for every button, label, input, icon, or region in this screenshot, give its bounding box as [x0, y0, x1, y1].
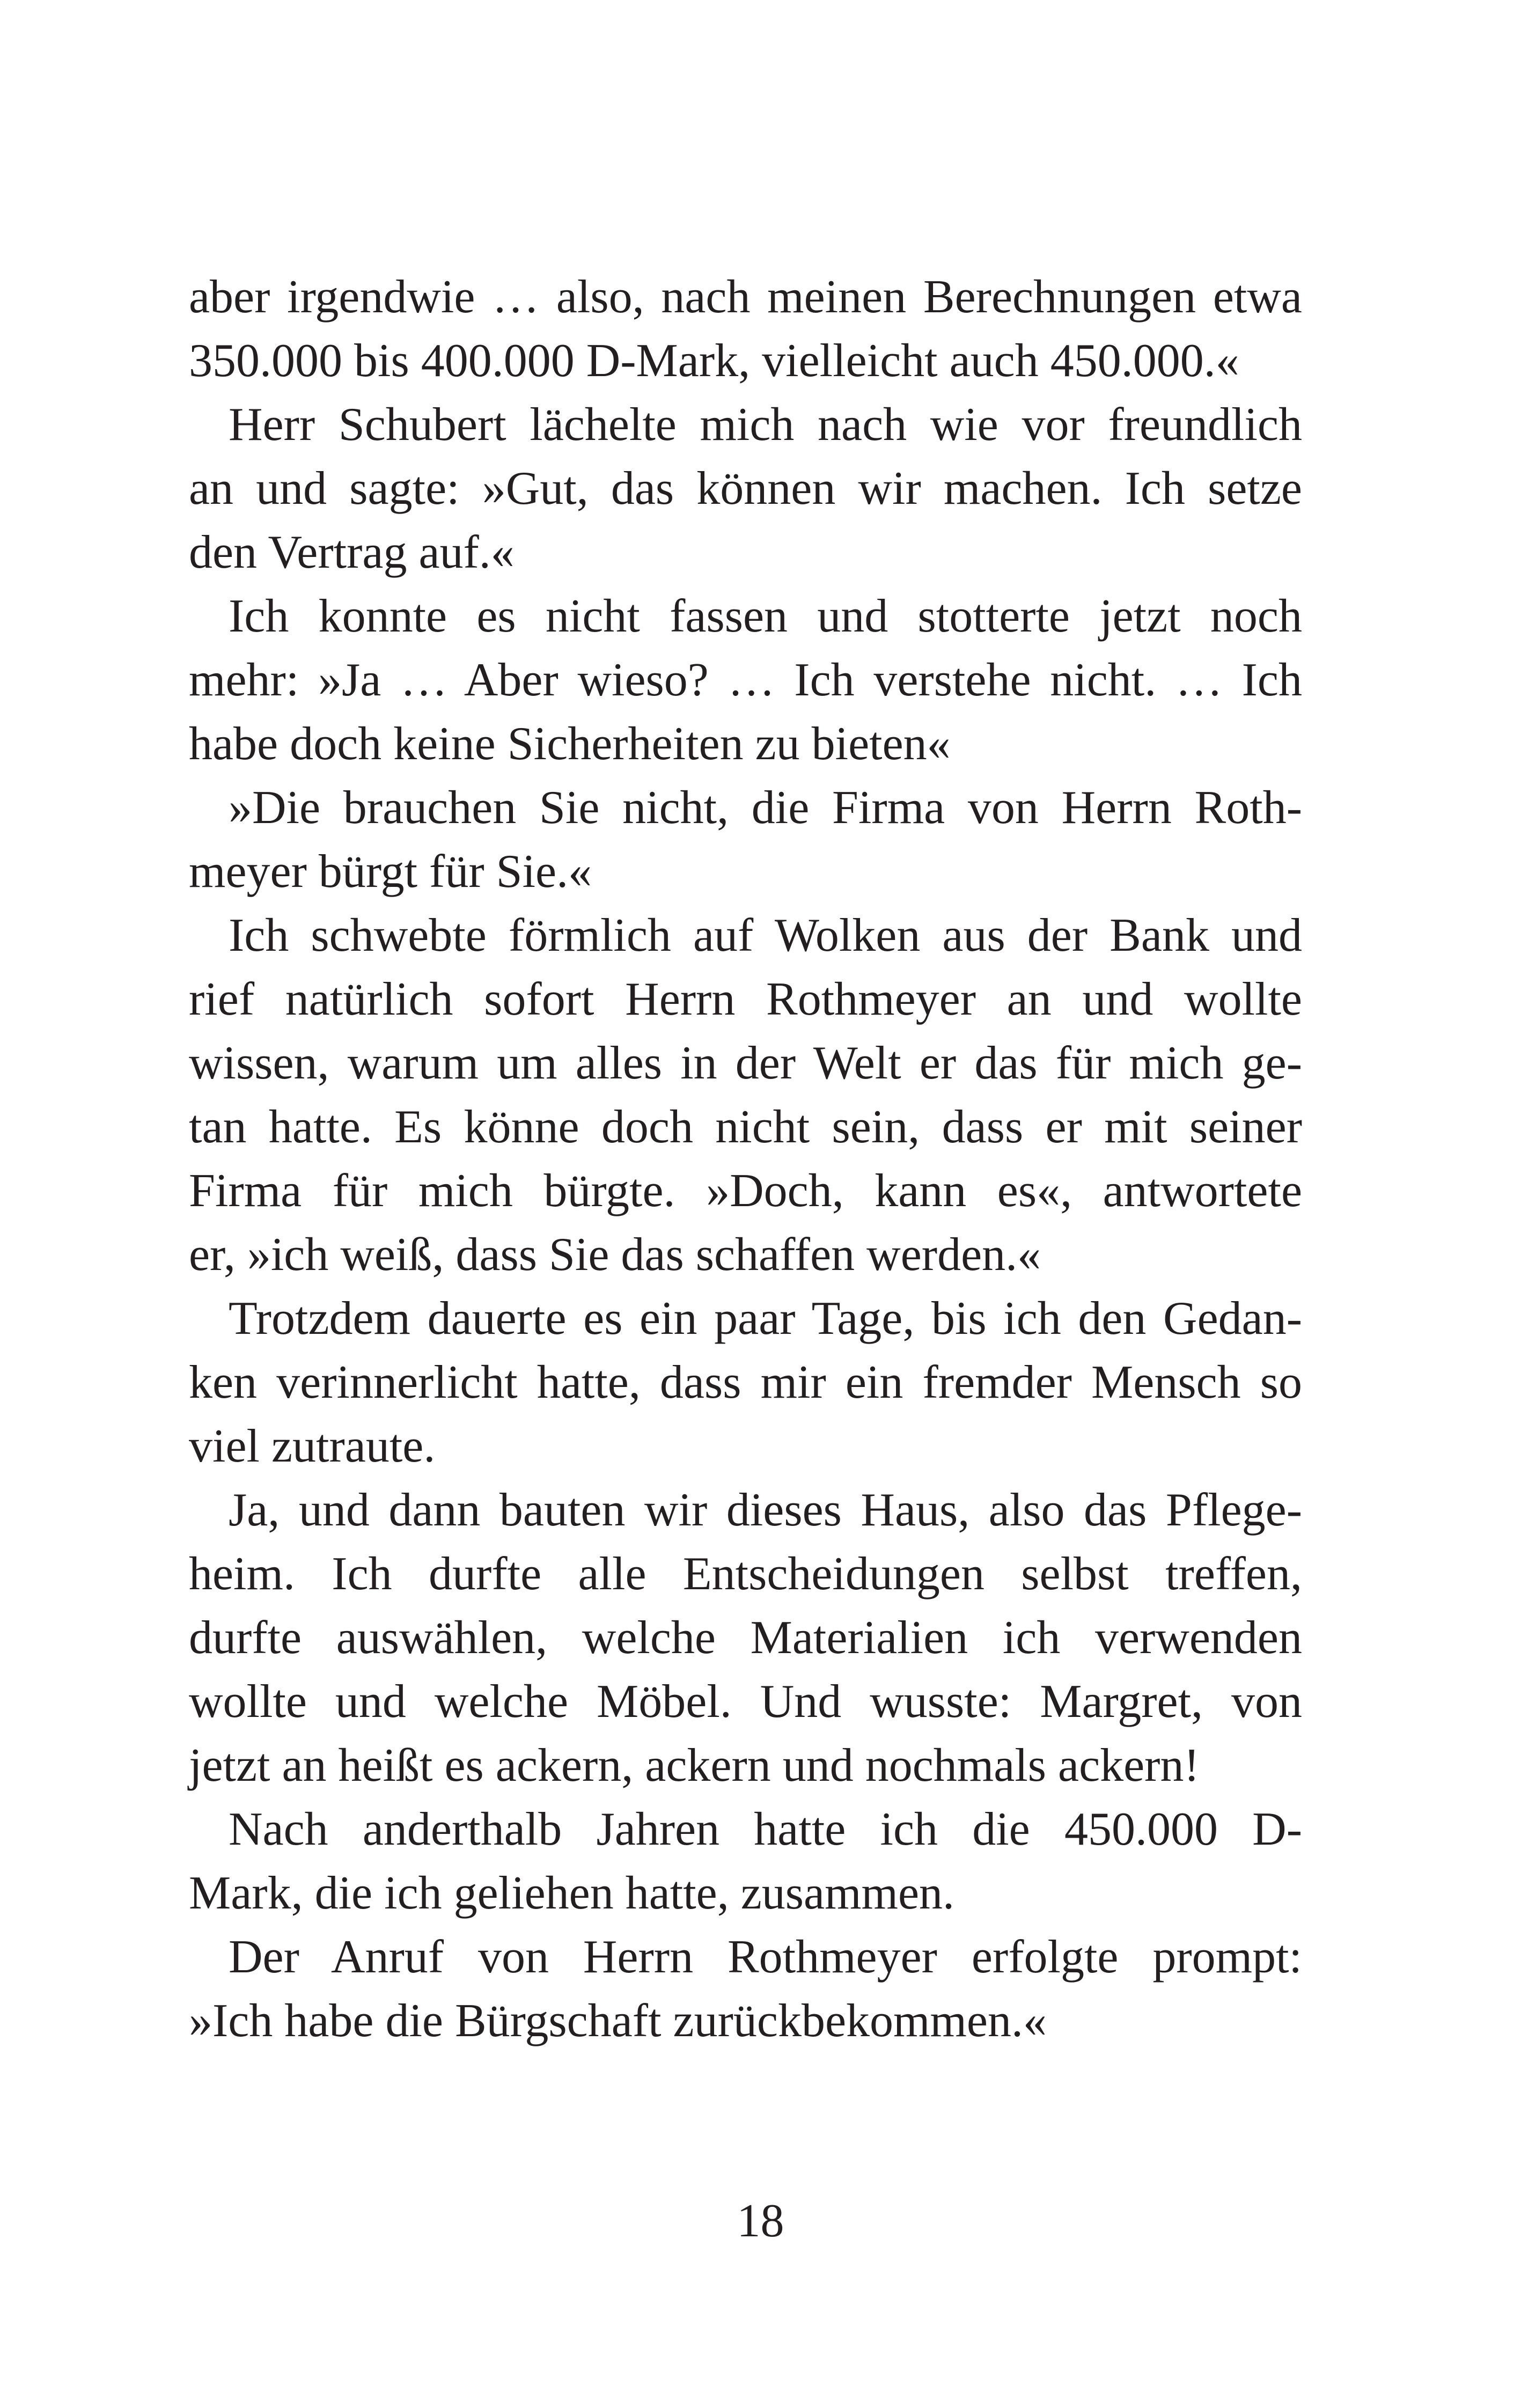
text-line: wissen, warum um alles in der Welt er das für mich ge-	[189, 1037, 1302, 1089]
text-line: meyer bürgt für Sie.«	[189, 846, 592, 898]
text-line: viel zutraute.	[189, 1420, 436, 1472]
text-line: jetzt an heißt es ackern, ackern und nochmals ackern!	[189, 1739, 1200, 1792]
text-line: Ich schwebte förmlich auf Wolken aus der Bank und	[229, 909, 1302, 961]
text-line: Der Anruf von Herrn Rothmeyer erfolgte prompt:	[229, 1931, 1302, 1983]
text-line: Trotzdem dauerte es ein paar Tage, bis ich den Gedan-	[229, 1293, 1302, 1345]
text-line: 350.000 bis 400.000 D-Mark, vielleicht auch 450.000.«	[189, 335, 1239, 387]
text-line: Ja, und dann bauten wir dieses Haus, also das Pflege-	[229, 1484, 1302, 1536]
text-line: tan hatte. Es könne doch nicht sein, dass er mit seiner	[189, 1101, 1302, 1153]
text-line: ken verinnerlicht hatte, dass mir ein fremder Mensch so	[189, 1356, 1302, 1408]
text-line: durfte auswählen, welche Materialien ich verwenden	[189, 1612, 1302, 1664]
text-line: an und sagte: »Gut, das können wir machen. Ich setze	[189, 462, 1302, 515]
text-line: er, »ich weiß, dass Sie das schaffen werden.«	[189, 1229, 1041, 1281]
body-text	[189, 265, 1302, 2053]
page-number: 18	[737, 2195, 784, 2247]
text-line: Herr Schubert lächelte mich nach wie vor freundlich	[229, 399, 1302, 451]
text-line: Firma für mich bürgte. »Doch, kann es«, antwortete	[189, 1165, 1302, 1217]
text-line: Ich konnte es nicht fassen und stotterte jetzt noch	[229, 590, 1302, 642]
text-line: aber irgendwie … also, nach meinen Berechnungen etwa	[189, 271, 1302, 323]
text-line: mehr: »Ja … Aber wieso? … Ich verstehe nicht. … Ich	[189, 654, 1302, 706]
text-line: »Ich habe die Bürgschaft zurückbekommen.«	[189, 1995, 1047, 2047]
text-line: den Vertrag auf.«	[189, 526, 515, 578]
text-line: »Die brauchen Sie nicht, die Firma von Herrn Roth-	[229, 782, 1302, 834]
text-line: Nach anderthalb Jahren hatte ich die 450.000 D-	[229, 1803, 1302, 1855]
text-line: Mark, die ich geliehen hatte, zusammen.	[189, 1867, 955, 1919]
text-line: habe doch keine Sicherheiten zu bieten«	[189, 718, 951, 770]
text-line: rief natürlich sofort Herrn Rothmeyer an und wollte	[189, 973, 1302, 1025]
text-line: heim. Ich durfte alle Entscheidungen selbst treffen,	[189, 1548, 1302, 1600]
text-line: wollte und welche Möbel. Und wusste: Margret, von	[189, 1676, 1302, 1728]
